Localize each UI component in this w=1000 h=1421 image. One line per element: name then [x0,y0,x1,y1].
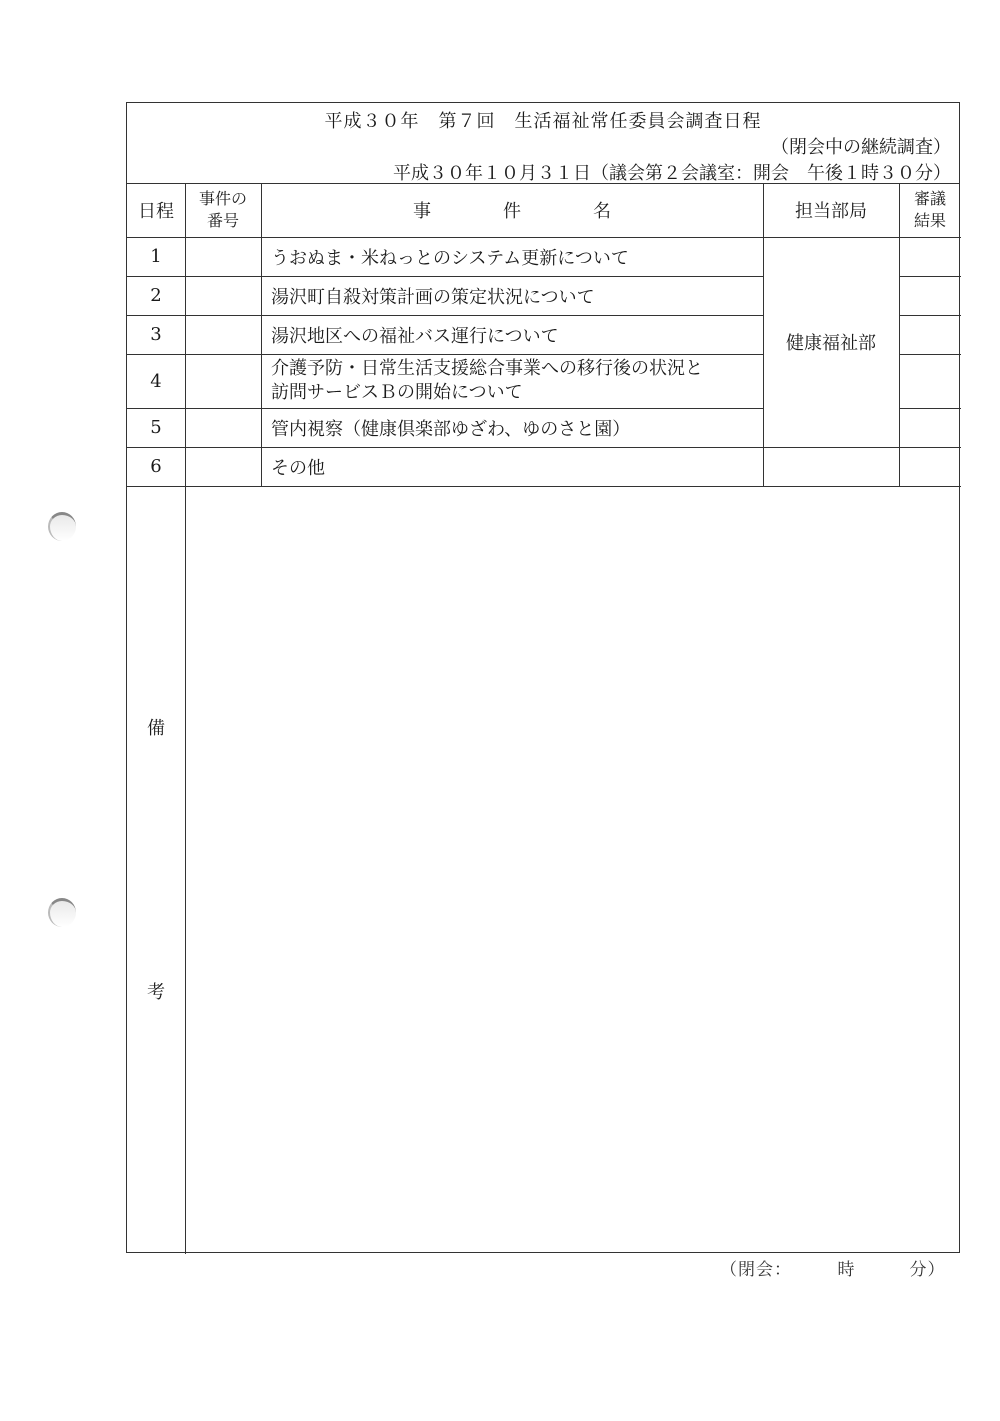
row-6-number: 6 [150,456,162,477]
col-header-result [899,183,961,237]
row-3-title: 湯沢地区への福祉バス運行について [271,325,559,347]
department-cell: 健康福祉部 [786,333,876,354]
form-subtitle: （閉会中の継続調査） [771,137,951,158]
row-3-number: 3 [150,324,162,345]
schedule-form [126,102,960,1253]
divider-col-day [185,183,186,1254]
row-2-title: 湯沢町自殺対策計画の策定状況について [271,286,595,308]
date-line: 平成３０年１０月３１日（議会第２会議室：開会 午後１時３０分） [393,163,951,184]
divider-row-1-result [899,276,961,277]
col-header-result-line1: 審議 [913,189,946,208]
col-header-case-no [185,183,261,237]
col-header-case-name: 事 件 名 [413,201,611,222]
col-header-case-no-line2: 番号 [206,211,239,230]
divider-row-4-result [899,408,961,409]
form-title: 平成３０年 第７回 生活福祉常任委員会調査日程 [324,111,762,132]
row-4-title-line2: 訪問サービスＢの開始について [271,382,523,403]
col-header-day: 日程 [138,201,174,222]
row-5-title: 管内視察（健康倶楽部ゆざわ、ゆのさと園） [271,418,631,440]
row-4-number: 4 [150,370,162,392]
row-1-number: 1 [150,246,162,267]
binder-hole-bottom [48,898,76,927]
row-5-number: 5 [150,417,162,438]
divider-row-2-result [899,315,961,316]
remarks-label-1: 備 [147,718,165,739]
row-6-title: その他 [271,457,325,479]
col-header-result-line2: 結果 [913,211,946,230]
row-1-title: うおぬま・米ねっとのシステム更新について [271,247,629,269]
col-header-department: 担当部局 [795,201,867,222]
row-2-number: 2 [150,285,162,306]
col-header-case-no-line1: 事件の [198,189,247,208]
divider-row-3-result [899,354,961,355]
divider-table-end [127,486,961,487]
row-4-title [261,354,763,408]
row-4-title-line1: 介護予防・日常生活支援総合事業への移行後の状況と [271,358,703,379]
form-header [127,103,959,184]
remarks-label-2: 考 [147,982,165,1003]
closing-time: （閉会： 時 分） [720,1260,946,1280]
binder-hole-top [48,512,76,541]
